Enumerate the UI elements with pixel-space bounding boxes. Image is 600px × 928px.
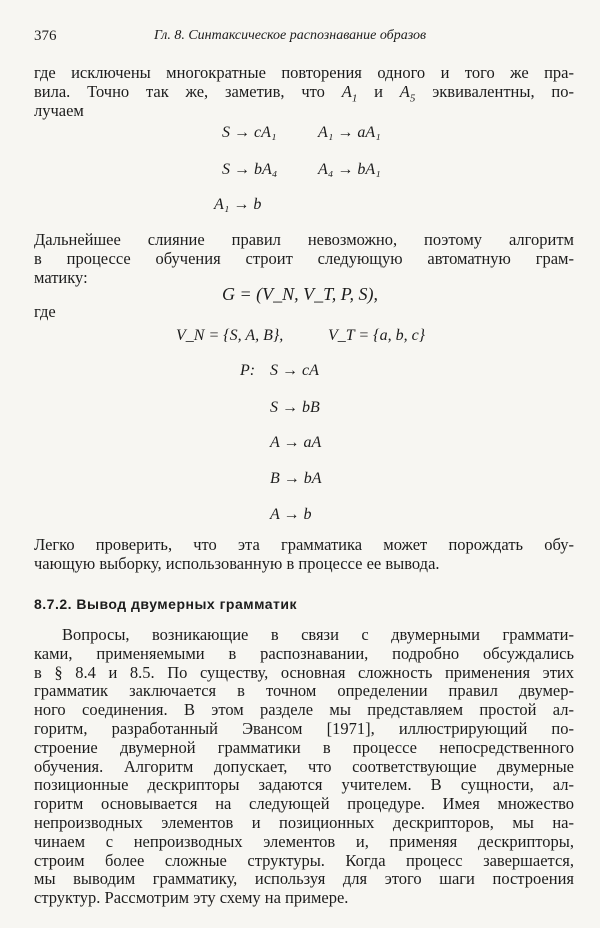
paragraph-4-line: структур. Рассмотрим эту схему на примере. <box>34 888 349 908</box>
rule-2: A₁ → aA₁ <box>318 124 381 141</box>
paragraph-4-line: чинаем с непроизводных элементов и, применяя дескрипторы, <box>34 831 574 851</box>
production-3: A → aA <box>270 434 322 451</box>
rule-5: A₁ → b <box>214 196 262 213</box>
section-heading: 8.7.2. Вывод двумерных грамматик <box>34 596 298 612</box>
paragraph-2-line-1: Дальнейшее слияние правил невозможно, поэтому алгоритм <box>34 230 574 249</box>
production-5: A → b <box>270 506 312 523</box>
paragraph-4-line: позиционные дескрипторы задаются учителем. В сущности, ал- <box>34 775 574 795</box>
nonterminal-set: V_N = {S, A, B}, <box>176 327 284 344</box>
paragraph-4-line: мы выводим грамматику, используя для этого шаги построения <box>34 869 574 889</box>
rule-3: S → bA₄ <box>222 161 278 178</box>
paragraph-3-line-1: Легко проверить, что эта грамматика может порождать обу- <box>34 535 574 554</box>
paragraph-4-line: строение двумерной грамматики в процессе непосредственного <box>34 737 574 757</box>
paragraph-4 <box>34 626 574 908</box>
production-2: S → bB <box>270 399 320 416</box>
paragraph-2-line-2: в процессе обучения строит следующую автоматную грам- <box>34 249 574 268</box>
paragraph-4-line: непроизводных элементов и позиционных дескрипторов, мы на- <box>34 812 574 832</box>
page-number: 376 <box>34 28 57 44</box>
paragraph-4-line: строим более сложные структуры. Когда процесс завершается, <box>34 850 574 870</box>
paragraph-1-line-2: вила. Точно так же, заметив, что $A_1$ и $A_5$ эквивалентны, по- <box>34 82 574 105</box>
paragraph-3-line-2: чающую выборку, использованную в процессе ее вывода. <box>34 554 440 573</box>
running-title: Гл. 8. Синтаксическое распознавание образов <box>154 28 427 43</box>
paragraph-4-line: ками, применяемыми в распознавании, подробно обсуждались <box>34 643 574 663</box>
paragraph-4-line: горитм основывается на следующей процедуре. Имея множество <box>34 794 574 814</box>
production-1: S → cA <box>270 362 319 379</box>
paragraph-4-line: горитм, разработанный Эвансом [1971], иллюстрирующий по- <box>34 718 574 738</box>
paragraph-2-line-3: матику: <box>34 268 88 287</box>
paragraph-4-line: обучения. Алгоритм допускает, что соответствующие двумерные <box>34 756 574 776</box>
paragraph-4-line: грамматик заключается в точном определении правил двумер- <box>34 681 574 701</box>
word-gde: где <box>34 302 56 321</box>
paragraph-4-line: ного соединения. В этом разделе мы представляем простой ал- <box>34 700 574 720</box>
paragraph-4-line: в § 8.4 и 8.5. По существу, основная сложность применения этих <box>34 662 574 682</box>
productions-label: P: <box>240 362 256 379</box>
production-4: B → bA <box>270 470 322 487</box>
terminal-set: V_T = {a, b, c} <box>328 327 426 344</box>
paragraph-4-line: Вопросы, возникающие в связи с двумерными граммати- <box>62 625 574 644</box>
rule-1: S → cA₁ <box>222 124 277 141</box>
grammar-definition: G = (V_N, V_T, P, S), <box>222 284 378 304</box>
page-header <box>34 28 574 48</box>
rule-4: A₄ → bA₁ <box>318 161 381 178</box>
paragraph-1-line-1: где исключены многократные повторения одного и того же пра- <box>34 63 574 82</box>
paragraph-1-line-3: лучаем <box>34 101 84 120</box>
